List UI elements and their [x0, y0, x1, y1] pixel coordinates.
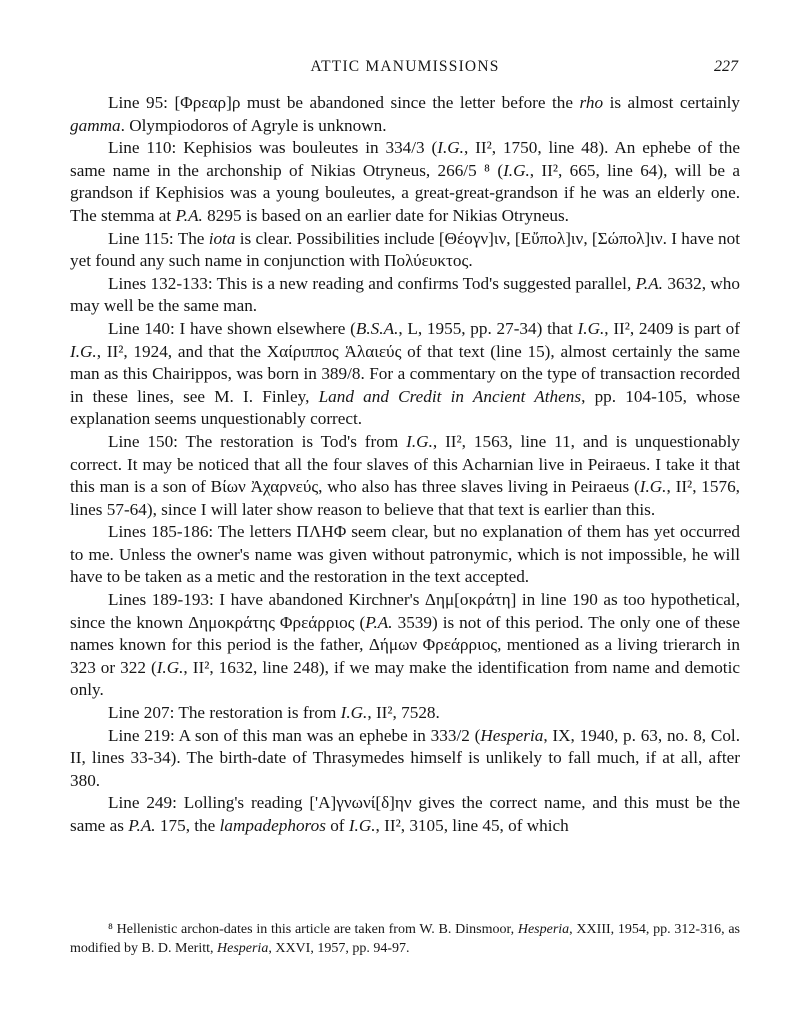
italic-text: I.G.	[348, 816, 376, 835]
text-run: Line 150: The restoration is Tod's from	[108, 431, 407, 451]
italic-text: Land and Credit in Ancient Athens	[318, 386, 582, 406]
italic-text: I.G.	[577, 318, 605, 338]
page-number: 227	[714, 58, 738, 75]
italic-text: I.G.	[340, 703, 368, 723]
paragraph	[70, 137, 740, 227]
text-run: is almost certainly	[603, 93, 741, 112]
footnote-italic-text: Hesperia	[217, 941, 269, 956]
paragraph	[70, 92, 740, 137]
text-run: , II², 1632, line 248), if we may make the identification from name and demotic only.	[70, 657, 740, 700]
paragraph	[70, 589, 740, 702]
text-run: , II², 1576, lines 57-64), since I will later show reason to believe that that text is earlier than this.	[70, 477, 740, 519]
paragraph	[70, 792, 740, 837]
paragraph	[70, 521, 740, 589]
text-run: Line 140: I have shown elsewhere (	[108, 318, 356, 338]
footnote	[70, 920, 740, 958]
italic-text: I.G.	[70, 341, 97, 361]
italic-text: Hesperia	[480, 725, 544, 745]
italic-text: lampadephoros	[219, 816, 326, 835]
italic-text: P.A.	[635, 273, 663, 293]
paragraph	[70, 228, 740, 273]
paragraph	[70, 318, 740, 431]
italic-text: B.S.A.	[355, 318, 399, 338]
text-run: , II², 1563, line 11, and is unquestionably correct. It may be noticed that all the four slaves of this Acharnian live in Peiraeus. I take it that this man is a son of Βίων Ἀχαρνεύς, who also has three slaves living in Peiraeus (	[70, 431, 740, 497]
text-run: , II², 3105, line 45, of which	[375, 816, 569, 835]
text-run: , pp. 104-105, whose explanation seems unquestionably correct.	[70, 386, 740, 429]
text-run: Line 219: A son of this man was an ephebe in 333/2 (	[108, 725, 481, 745]
text-run: , II², 1750, line 48). An ephebe of the same name in the archonship of Nikias Otryneus, 266/5 ⁸ (	[70, 138, 740, 180]
text-run: Lines 189-193: I have abandoned Kirchner's Δημ[οκράτη] in line 190 as too hypothetical, since the known Δημοκράτης Φρεάρριος (	[70, 590, 740, 632]
text-run: , II², 2409 is part of	[604, 318, 740, 338]
paragraph	[70, 702, 740, 725]
text-run: Line 207: The restoration is from	[108, 703, 341, 723]
text-run: , IX, 1940, p. 63, no. 8, Col. II, lines 33-34). The birth-date of Thrasymedes himself is unlikely to fall much, if at all, after 380.	[70, 725, 741, 790]
italic-text: gamma	[70, 115, 121, 135]
body-text	[70, 92, 740, 838]
text-run: Lines 132-133: This is a new reading and confirms Tod's suggested parallel,	[108, 273, 636, 293]
text-run: 8295 is based on an earlier date for Nikias Otryneus.	[202, 205, 569, 225]
text-run: , II², 7528.	[367, 703, 440, 723]
text-run: , L, 1955, pp. 27-34) that	[398, 318, 578, 338]
paragraph	[70, 431, 740, 521]
text-run: 3539) is not of this period. The only one of these names known for this period is the father, Δήμων Φρεάρριος, mentioned as a living trierarch in 323 or 322 (	[70, 612, 740, 677]
text-run: 3632, who may well be the same man.	[70, 273, 740, 316]
running-head-title: ATTIC MANUMISSIONS	[310, 58, 500, 75]
text-run: Line 95: [Φρεαρ]ρ must be abandoned since the letter before the	[108, 93, 580, 112]
text-run: Line 115: The	[108, 228, 209, 248]
italic-text: iota	[208, 228, 236, 248]
italic-text: I.G.	[406, 431, 433, 451]
text-run: 175, the	[155, 816, 220, 835]
italic-text: I.G.	[156, 657, 184, 677]
text-run: . Olympiodoros of Agryle is unknown.	[120, 115, 387, 135]
italic-text: P.A.	[128, 816, 156, 835]
text-run: , II², 665, line 64), will be a grandson if Kephisios was a young bouleutes, a great-great-grandson if he was an elderly one. The stemma at	[70, 160, 740, 225]
italic-text: rho	[579, 93, 604, 112]
italic-text: I.G.	[639, 477, 667, 497]
text-run: is clear. Possibilities include [Θέογν]ιν, [Εὔπολ]ιν, [Σώπολ]ιν. I have not yet found any such name in conjunction with Πολύευκτος.	[70, 228, 740, 271]
footnote-text-run: , XXIII, 1954, pp. 312-316, as modified by B. D. Meritt,	[70, 922, 741, 956]
italic-text: I.G.	[437, 138, 464, 158]
running-head	[70, 58, 740, 80]
italic-text: P.A.	[365, 612, 393, 632]
text-run: Lines 185-186: The letters ΠΛΗΦ seem clear, but no explanation of them has yet occurred to me. Unless the owner's name was given without patronymic, which is not impossible, he will have to be taken as a metic and the restoration in the text accepted.	[70, 522, 740, 587]
paragraph	[70, 273, 740, 318]
footnote-italic-text: Hesperia	[517, 922, 570, 937]
italic-text: P.A.	[175, 205, 203, 225]
text-run: Line 110: Kephisios was bouleutes in 334/3 (	[108, 138, 438, 158]
footnote-text-run: ⁸ Hellenistic archon-dates in this article are taken from W. B. Dinsmoor,	[108, 922, 518, 937]
text-run: of	[325, 816, 349, 835]
italic-text: I.G.	[503, 160, 530, 180]
paragraph	[70, 725, 740, 793]
footnote-text-run: , XXVI, 1957, pp. 94-97.	[268, 941, 410, 956]
text-run: Line 249: Lolling's reading ['Α]γνωνί[δ]ην gives the correct name, and this must be the same as	[70, 793, 740, 835]
text-run: , II², 1924, and that the Χαίριππος Ἁλαιεύς of that text (line 15), almost certainly the same man as this Chairippos, was born in 389/8. For a commentary on the type of transaction recorded in these lines, see M. I. Finley,	[70, 341, 740, 406]
